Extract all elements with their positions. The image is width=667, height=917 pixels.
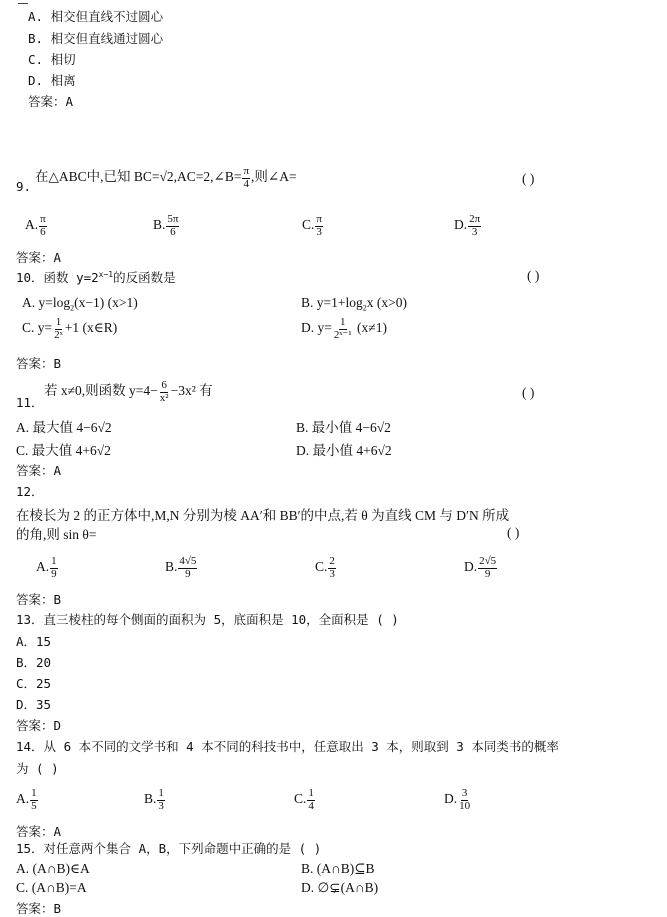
- q13-stem: 13．直三棱柱的每个侧面的面积为 5，底面积是 10，全面积是 ( ): [16, 612, 399, 627]
- q13-option-a: A．15: [16, 634, 52, 649]
- q12-option-c: C. $\frac{2}{3}$: [315, 555, 335, 580]
- q14-answer: 答案：A: [16, 824, 62, 839]
- q9-answer: 答案：A: [16, 250, 62, 265]
- q10-option-c: C. y= $\frac{1}{\text{2ˣ}}$ +1 (x∈R): [22, 316, 118, 341]
- q9-paren: ( ): [522, 171, 535, 186]
- q10-option-a: A. $y=\log_2(x-1)$ (x>1): [22, 295, 138, 313]
- q11-stem: 若 x≠0,则函数 y=4− $\frac{6}{\text{x²}}$ −3x² 有: [44, 379, 213, 404]
- q10-option-d: D. y= $\frac{1}{\text{2ˣ⁻¹}}$ (x≠1): [301, 316, 387, 341]
- q11-option-b: B. 最小值 4−6√2: [296, 420, 391, 435]
- q15-answer: 答案：B: [16, 901, 62, 916]
- q9-option-d: D. $\frac{2\pi}{3}$: [454, 213, 481, 238]
- q14-option-c: C. $\frac{1}{4}$: [294, 787, 314, 812]
- q9-number: 9.: [16, 179, 32, 194]
- q14-option-d: D. $\frac{3}{10}$: [444, 787, 471, 812]
- q11-answer: 答案：A: [16, 463, 62, 478]
- q13-option-b: B．20: [16, 655, 52, 670]
- q15-option-d: D. ∅⊊(A∩B): [301, 880, 379, 895]
- top-rule: [18, 3, 28, 4]
- q15-option-a: A. (A∩B)∈A: [16, 861, 90, 876]
- q12-option-a: A. $\frac{1}{9}$: [36, 555, 57, 580]
- q14-stem-line2: 为 ( ): [16, 761, 59, 776]
- q13-option-c: C．25: [16, 676, 52, 691]
- q9-stem: 在△ABC中,已知 BC=√2,AC=2,∠B= $\frac{\pi}{4}$ ,则∠A=: [35, 165, 297, 190]
- q9-option-b: B. $\frac{5\pi}{6}$: [153, 213, 179, 238]
- q8-option-d: D. 相离: [28, 73, 76, 88]
- q8-option-b: B. 相交但直线通过圆心: [28, 31, 164, 46]
- q13-option-d: D．35: [16, 697, 52, 712]
- q15-option-b: B. (A∩B)⊆B: [301, 861, 375, 876]
- q12-paren: ( ): [507, 525, 520, 540]
- q12-stem-line2: 的角,则 sin θ=: [16, 527, 97, 542]
- q12-stem-line1: 在棱长为 2 的正方体中,M,N 分别为棱 AA′和 BB′的中点,若 θ 为直线 CM 与 D′N 所成: [16, 508, 510, 523]
- q10-stem: 10．函数 $y=2^{x-1}$的反函数是: [16, 270, 176, 286]
- q14-option-a: A. $\frac{1}{5}$: [16, 787, 37, 812]
- q12-number: 12．: [16, 484, 44, 499]
- q14-option-b: B. $\frac{1}{3}$: [144, 787, 164, 812]
- q12-option-d: D. $\frac{2√5}{9}$: [464, 555, 497, 580]
- q11-number: 11．: [16, 395, 44, 410]
- q8-option-a: A. 相交但直线不过圆心: [28, 9, 164, 24]
- q14-stem-line1: 14．从 6 本不同的文学书和 4 本不同的科技书中，任意取出 3 本，则取到 3 本同类书的概率: [16, 739, 559, 754]
- q10-paren: ( ): [527, 268, 540, 283]
- q9-option-a: A. $\frac{\pi}{6}$: [25, 213, 46, 238]
- q12-option-b: B. $\frac{4√5}{9}$: [165, 555, 197, 580]
- q8-answer: 答案：A: [28, 94, 74, 109]
- q11-option-a: A. 最大值 4−6√2: [16, 420, 112, 435]
- q8-option-c: C. 相切: [28, 52, 76, 67]
- q15-stem: 15．对任意两个集合 A，B，下列命题中正确的是 ( ): [16, 841, 322, 856]
- q11-option-d: D. 最小值 4+6√2: [296, 443, 392, 458]
- q15-option-c: C. (A∩B)=A: [16, 880, 87, 895]
- q10-option-b: B. $y=1+\log_2x$ (x>0): [301, 295, 407, 313]
- q11-paren: ( ): [522, 385, 535, 400]
- q12-answer: 答案：B: [16, 592, 62, 607]
- q13-answer: 答案：D: [16, 718, 62, 733]
- q9-option-c: C. $\frac{\pi}{3}$: [302, 213, 322, 238]
- q10-answer: 答案：B: [16, 356, 62, 371]
- q11-option-c: C. 最大值 4+6√2: [16, 443, 111, 458]
